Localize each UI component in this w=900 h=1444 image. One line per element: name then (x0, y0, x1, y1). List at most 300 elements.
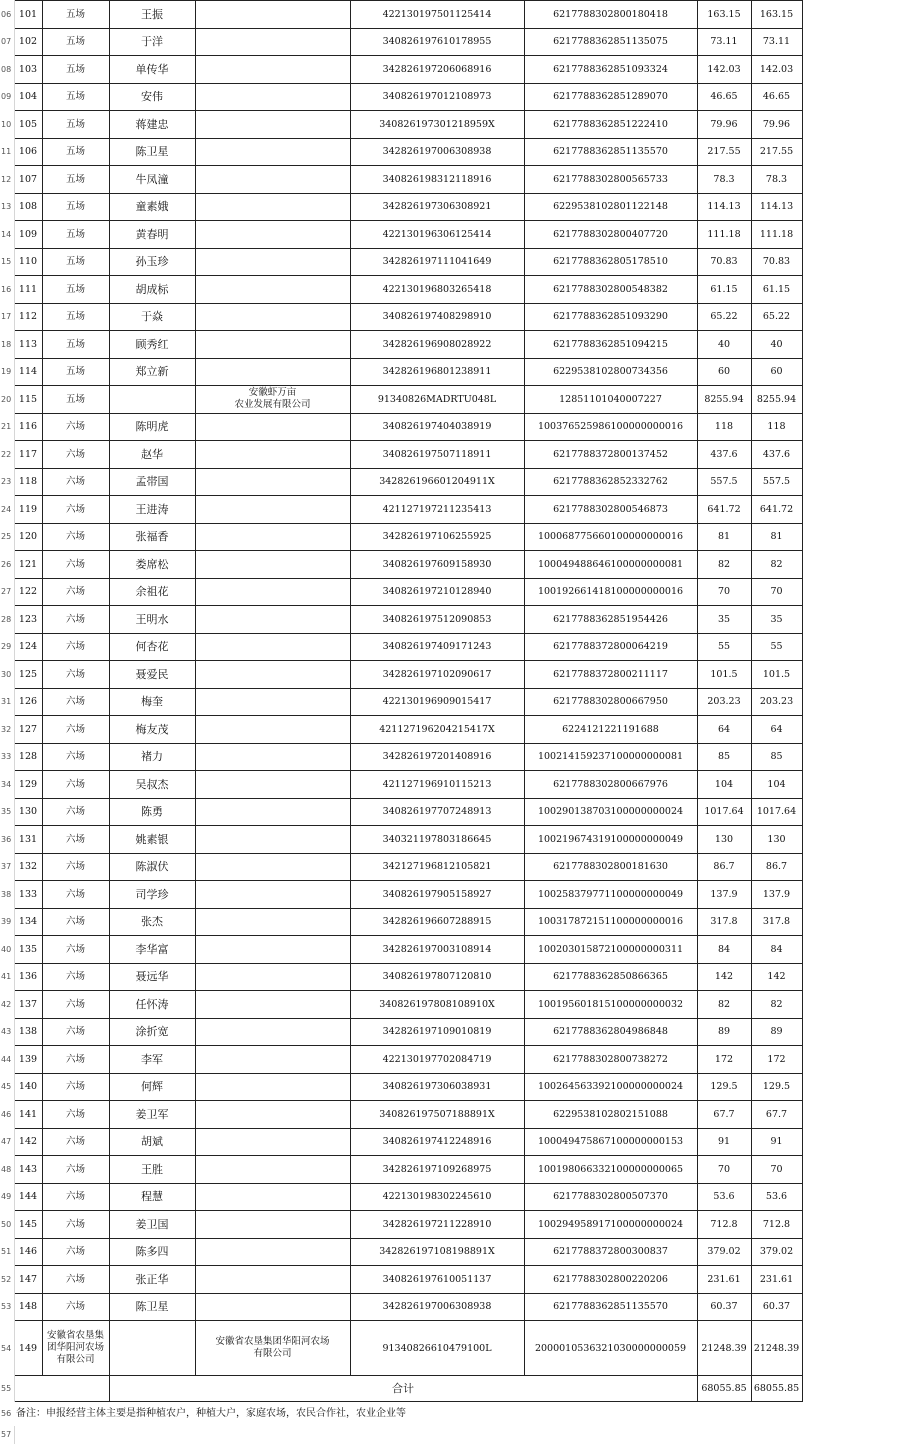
cell-blank[interactable] (802, 496, 900, 524)
cell-index[interactable]: 149 (14, 1321, 42, 1376)
cell-amount-total[interactable]: 437.6 (751, 441, 802, 469)
cell-bank-account[interactable]: 100294958917100000000024 (524, 1211, 697, 1239)
cell-amount[interactable]: 81 (697, 523, 751, 551)
cell-org[interactable]: 安徽省农垦集团华阳河农场 有限公司 (195, 1321, 350, 1376)
cell-id-number[interactable]: 340826197409171243 (350, 633, 524, 661)
cell-id-number[interactable]: 342127196812105821 (350, 853, 524, 881)
cell-name[interactable]: 张福香 (109, 523, 195, 551)
cell-amount-total[interactable]: 60.37 (751, 1293, 802, 1321)
cell-org[interactable] (195, 56, 350, 84)
cell-index[interactable]: 103 (14, 56, 42, 84)
cell-blank[interactable] (802, 908, 900, 936)
cell-name[interactable]: 司学珍 (109, 881, 195, 909)
cell-id-number[interactable]: 342826197108198891X (350, 1238, 524, 1266)
cell-farm[interactable]: 五场 (42, 28, 109, 56)
cell-farm[interactable]: 安徽省农垦集 团华阳河农场 有限公司 (42, 1321, 109, 1376)
cell-amount[interactable]: 118 (697, 413, 751, 441)
cell-amount-total[interactable]: 81 (751, 523, 802, 551)
cell-name[interactable]: 顾秀红 (109, 331, 195, 359)
cell-org[interactable] (195, 908, 350, 936)
cell-org[interactable] (195, 221, 350, 249)
cell-farm[interactable]: 六场 (42, 523, 109, 551)
cell-farm[interactable]: 六场 (42, 1101, 109, 1129)
cell-amount[interactable]: 82 (697, 551, 751, 579)
cell-amount[interactable]: 104 (697, 771, 751, 799)
cell-amount-total[interactable]: 111.18 (751, 221, 802, 249)
cell-farm[interactable]: 六场 (42, 853, 109, 881)
cell-name[interactable]: 张正华 (109, 1266, 195, 1294)
cell-amount[interactable]: 67.7 (697, 1101, 751, 1129)
cell-amount[interactable]: 129.5 (697, 1073, 751, 1101)
cell-bank-account[interactable]: 6217788362852332762 (524, 468, 697, 496)
cell-bank-account[interactable]: 100195601815100000000032 (524, 991, 697, 1019)
cell-bank-account[interactable]: 2000010536321030000000059 (524, 1321, 697, 1376)
cell-id-number[interactable]: 342826197006308938 (350, 138, 524, 166)
cell-name[interactable]: 赵华 (109, 441, 195, 469)
cell-farm[interactable]: 六场 (42, 496, 109, 524)
cell-org[interactable] (195, 936, 350, 964)
cell-farm[interactable]: 六场 (42, 441, 109, 469)
cell-org[interactable] (195, 716, 350, 744)
cell-name[interactable]: 梅奎 (109, 688, 195, 716)
cell-blank[interactable] (802, 606, 900, 634)
cell-org[interactable] (195, 1101, 350, 1129)
cell-blank[interactable] (802, 221, 900, 249)
cell-bank-account[interactable]: 100290138703100000000024 (524, 798, 697, 826)
cell-name[interactable]: 于焱 (109, 303, 195, 331)
cell-blank[interactable] (802, 331, 900, 359)
cell-id-number[interactable]: 422130196909015417 (350, 688, 524, 716)
cell-amount[interactable]: 70.83 (697, 248, 751, 276)
cell-index[interactable]: 139 (14, 1046, 42, 1074)
cell-amount-total[interactable]: 104 (751, 771, 802, 799)
cell-amount-total[interactable]: 21248.39 (751, 1321, 802, 1376)
cell-blank[interactable] (802, 1321, 900, 1376)
cell-amount-total[interactable]: 137.9 (751, 881, 802, 909)
cell-org[interactable] (195, 496, 350, 524)
cell-bank-account[interactable]: 6217788362851954426 (524, 606, 697, 634)
cell-amount-total[interactable]: 8255.94 (751, 386, 802, 414)
cell-amount[interactable]: 8255.94 (697, 386, 751, 414)
cell-blank[interactable] (802, 1183, 900, 1211)
cell-index[interactable]: 101 (14, 1, 42, 29)
cell-index[interactable]: 134 (14, 908, 42, 936)
cell-farm[interactable]: 六场 (42, 633, 109, 661)
cell-id-number[interactable]: 340826197210128940 (350, 578, 524, 606)
cell-blank[interactable] (802, 716, 900, 744)
cell-id-number[interactable]: 340826197301218959X (350, 111, 524, 139)
cell-id-number[interactable]: 421127197211235413 (350, 496, 524, 524)
cell-org[interactable] (195, 1266, 350, 1294)
cell-blank[interactable] (802, 276, 900, 304)
cell-farm[interactable]: 六场 (42, 908, 109, 936)
cell-index[interactable]: 142 (14, 1128, 42, 1156)
cell-name[interactable]: 胡斌 (109, 1128, 195, 1156)
cell-bank-account[interactable]: 6217788302800565733 (524, 166, 697, 194)
cell-id-number[interactable]: 340826197507188891X (350, 1101, 524, 1129)
cell-amount-total[interactable]: 86.7 (751, 853, 802, 881)
cell-bank-account[interactable]: 6217788302800546873 (524, 496, 697, 524)
cell-farm[interactable]: 六场 (42, 1073, 109, 1101)
cell-name[interactable]: 聂爱民 (109, 661, 195, 689)
cell-bank-account[interactable]: 6217788302800667950 (524, 688, 697, 716)
cell-bank-account[interactable]: 6217788362804986848 (524, 1018, 697, 1046)
cell-bank-account[interactable]: 6217788372800300837 (524, 1238, 697, 1266)
cell-index[interactable]: 114 (14, 358, 42, 386)
cell-name[interactable]: 梅友茂 (109, 716, 195, 744)
cell-index[interactable]: 137 (14, 991, 42, 1019)
cell-org[interactable] (195, 413, 350, 441)
cell-bank-account[interactable]: 100192661418100000000016 (524, 578, 697, 606)
cell-blank[interactable] (802, 111, 900, 139)
cell-blank[interactable] (802, 303, 900, 331)
cell-amount-total[interactable]: 84 (751, 936, 802, 964)
cell-farm[interactable]: 六场 (42, 1238, 109, 1266)
cell-blank[interactable] (802, 441, 900, 469)
cell-id-number[interactable]: 340826197905158927 (350, 881, 524, 909)
cell-bank-account[interactable]: 6217788302800180418 (524, 1, 697, 29)
cell-amount[interactable]: 70 (697, 578, 751, 606)
cell-name[interactable] (109, 1321, 195, 1376)
cell-amount[interactable]: 55 (697, 633, 751, 661)
cell-org[interactable] (195, 606, 350, 634)
cell-bank-account[interactable]: 12851101040007227 (524, 386, 697, 414)
cell-farm[interactable]: 五场 (42, 221, 109, 249)
cell-amount[interactable]: 35 (697, 606, 751, 634)
total-amount[interactable]: 68055.85 (697, 1376, 751, 1402)
cell-blank[interactable] (802, 138, 900, 166)
cell-name[interactable]: 吴叔杰 (109, 771, 195, 799)
cell-id-number[interactable]: 340826197609158930 (350, 551, 524, 579)
cell-blank[interactable] (802, 56, 900, 84)
cell-org[interactable] (195, 578, 350, 606)
cell-amount[interactable]: 65.22 (697, 303, 751, 331)
cell-id-number[interactable]: 421127196910115213 (350, 771, 524, 799)
cell-index[interactable]: 128 (14, 743, 42, 771)
cell-id-number[interactable]: 422130196306125414 (350, 221, 524, 249)
cell-org[interactable] (195, 468, 350, 496)
cell-farm[interactable]: 五场 (42, 386, 109, 414)
cell-org[interactable] (195, 111, 350, 139)
cell-blank[interactable] (802, 688, 900, 716)
cell-blank[interactable] (14, 1376, 109, 1402)
cell-index[interactable]: 130 (14, 798, 42, 826)
cell-id-number[interactable]: 342826197211228910 (350, 1211, 524, 1239)
cell-amount[interactable]: 61.15 (697, 276, 751, 304)
cell-blank[interactable] (802, 633, 900, 661)
cell-amount-total[interactable]: 118 (751, 413, 802, 441)
cell-bank-account[interactable]: 100049488646100000000081 (524, 551, 697, 579)
cell-name[interactable]: 蒋建忠 (109, 111, 195, 139)
cell-amount[interactable]: 84 (697, 936, 751, 964)
cell-index[interactable]: 106 (14, 138, 42, 166)
cell-org[interactable] (195, 138, 350, 166)
cell-farm[interactable]: 六场 (42, 798, 109, 826)
cell-index[interactable]: 138 (14, 1018, 42, 1046)
cell-org[interactable] (195, 1238, 350, 1266)
cell-blank[interactable] (802, 523, 900, 551)
cell-bank-account[interactable]: 6217788302800507370 (524, 1183, 697, 1211)
cell-index[interactable]: 125 (14, 661, 42, 689)
cell-blank[interactable] (802, 661, 900, 689)
cell-index[interactable]: 116 (14, 413, 42, 441)
cell-bank-account[interactable]: 100258379771100000000049 (524, 881, 697, 909)
cell-amount-total[interactable]: 641.72 (751, 496, 802, 524)
cell-blank[interactable] (802, 413, 900, 441)
cell-amount-total[interactable]: 712.8 (751, 1211, 802, 1239)
cell-name[interactable]: 陈卫星 (109, 1293, 195, 1321)
cell-bank-account[interactable]: 6217788362851135075 (524, 28, 697, 56)
cell-amount[interactable]: 231.61 (697, 1266, 751, 1294)
cell-org[interactable] (195, 963, 350, 991)
cell-amount[interactable]: 89 (697, 1018, 751, 1046)
cell-blank[interactable] (14, 1426, 900, 1444)
cell-id-number[interactable]: 421127196204215417X (350, 716, 524, 744)
cell-bank-account[interactable]: 100219674319100000000049 (524, 826, 697, 854)
cell-farm[interactable]: 六场 (42, 1046, 109, 1074)
cell-name[interactable]: 安伟 (109, 83, 195, 111)
cell-amount-total[interactable]: 114.13 (751, 193, 802, 221)
cell-name[interactable]: 胡成标 (109, 276, 195, 304)
cell-index[interactable]: 141 (14, 1101, 42, 1129)
cell-blank[interactable] (802, 826, 900, 854)
cell-id-number[interactable]: 342826197003108914 (350, 936, 524, 964)
cell-amount-total[interactable]: 40 (751, 331, 802, 359)
cell-amount-total[interactable]: 142 (751, 963, 802, 991)
cell-org[interactable] (195, 881, 350, 909)
cell-org[interactable] (195, 1073, 350, 1101)
cell-index[interactable]: 143 (14, 1156, 42, 1184)
cell-farm[interactable]: 六场 (42, 826, 109, 854)
cell-amount[interactable]: 82 (697, 991, 751, 1019)
cell-id-number[interactable]: 342826196607288915 (350, 908, 524, 936)
cell-org[interactable] (195, 826, 350, 854)
cell-amount[interactable]: 111.18 (697, 221, 751, 249)
cell-amount[interactable]: 53.6 (697, 1183, 751, 1211)
cell-name[interactable] (109, 386, 195, 414)
cell-bank-account[interactable]: 100068775660100000000016 (524, 523, 697, 551)
cell-name[interactable]: 李华富 (109, 936, 195, 964)
cell-farm[interactable]: 五场 (42, 56, 109, 84)
cell-id-number[interactable]: 342826197106255925 (350, 523, 524, 551)
cell-farm[interactable]: 六场 (42, 1156, 109, 1184)
cell-farm[interactable]: 五场 (42, 303, 109, 331)
cell-blank[interactable] (802, 1073, 900, 1101)
cell-org[interactable] (195, 303, 350, 331)
cell-org[interactable] (195, 661, 350, 689)
cell-id-number[interactable]: 342826197109268975 (350, 1156, 524, 1184)
cell-farm[interactable]: 六场 (42, 1211, 109, 1239)
cell-index[interactable]: 112 (14, 303, 42, 331)
cell-amount[interactable]: 70 (697, 1156, 751, 1184)
cell-index[interactable]: 133 (14, 881, 42, 909)
cell-index[interactable]: 126 (14, 688, 42, 716)
cell-blank[interactable] (802, 771, 900, 799)
cell-amount[interactable]: 1017.64 (697, 798, 751, 826)
cell-amount-total[interactable]: 60 (751, 358, 802, 386)
cell-bank-account[interactable]: 6217788362851135570 (524, 1293, 697, 1321)
cell-amount-total[interactable]: 231.61 (751, 1266, 802, 1294)
total-amount-2[interactable]: 68055.85 (751, 1376, 802, 1402)
cell-amount-total[interactable]: 89 (751, 1018, 802, 1046)
cell-farm[interactable]: 六场 (42, 963, 109, 991)
cell-amount[interactable]: 641.72 (697, 496, 751, 524)
cell-farm[interactable]: 六场 (42, 743, 109, 771)
cell-amount[interactable]: 73.11 (697, 28, 751, 56)
cell-amount-total[interactable]: 70 (751, 1156, 802, 1184)
cell-bank-account[interactable]: 6217788302800181630 (524, 853, 697, 881)
cell-id-number[interactable]: 342826196601204911X (350, 468, 524, 496)
cell-org[interactable] (195, 798, 350, 826)
cell-bank-account[interactable]: 6217788362851094215 (524, 331, 697, 359)
cell-id-number[interactable]: 340826197306038931 (350, 1073, 524, 1101)
cell-blank[interactable] (802, 881, 900, 909)
cell-name[interactable]: 黄春明 (109, 221, 195, 249)
cell-amount-total[interactable]: 129.5 (751, 1073, 802, 1101)
cell-farm[interactable]: 五场 (42, 358, 109, 386)
cell-blank[interactable] (802, 551, 900, 579)
cell-blank[interactable] (802, 743, 900, 771)
cell-index[interactable]: 148 (14, 1293, 42, 1321)
cell-bank-account[interactable]: 6217788362805178510 (524, 248, 697, 276)
cell-amount-total[interactable]: 67.7 (751, 1101, 802, 1129)
cell-farm[interactable]: 五场 (42, 138, 109, 166)
cell-org[interactable] (195, 276, 350, 304)
cell-id-number[interactable]: 340826197807120810 (350, 963, 524, 991)
cell-amount-total[interactable]: 53.6 (751, 1183, 802, 1211)
cell-name[interactable]: 陈卫星 (109, 138, 195, 166)
cell-farm[interactable]: 六场 (42, 606, 109, 634)
cell-amount[interactable]: 142.03 (697, 56, 751, 84)
cell-amount[interactable]: 46.65 (697, 83, 751, 111)
cell-amount[interactable]: 379.02 (697, 1238, 751, 1266)
cell-amount-total[interactable]: 78.3 (751, 166, 802, 194)
cell-index[interactable]: 121 (14, 551, 42, 579)
cell-amount-total[interactable]: 91 (751, 1128, 802, 1156)
cell-amount[interactable]: 64 (697, 716, 751, 744)
cell-amount-total[interactable]: 65.22 (751, 303, 802, 331)
cell-name[interactable]: 何杏花 (109, 633, 195, 661)
cell-amount-total[interactable]: 379.02 (751, 1238, 802, 1266)
cell-name[interactable]: 李军 (109, 1046, 195, 1074)
cell-blank[interactable] (802, 1156, 900, 1184)
cell-id-number[interactable]: 340826197412248916 (350, 1128, 524, 1156)
cell-id-number[interactable]: 342826196908028922 (350, 331, 524, 359)
cell-farm[interactable]: 五场 (42, 276, 109, 304)
cell-name[interactable]: 程慧 (109, 1183, 195, 1211)
cell-amount[interactable]: 60 (697, 358, 751, 386)
cell-amount[interactable]: 85 (697, 743, 751, 771)
cell-blank[interactable] (802, 963, 900, 991)
cell-bank-account[interactable]: 6217788362851135570 (524, 138, 697, 166)
cell-bank-account[interactable]: 100376525986100000000016 (524, 413, 697, 441)
cell-org[interactable] (195, 1293, 350, 1321)
cell-bank-account[interactable]: 6217788302800548382 (524, 276, 697, 304)
cell-org[interactable] (195, 1018, 350, 1046)
cell-bank-account[interactable]: 6217788302800667976 (524, 771, 697, 799)
cell-blank[interactable] (802, 1101, 900, 1129)
cell-index[interactable]: 104 (14, 83, 42, 111)
cell-amount[interactable]: 91 (697, 1128, 751, 1156)
cell-id-number[interactable]: 342826197111041649 (350, 248, 524, 276)
cell-bank-account[interactable]: 100214159237100000000081 (524, 743, 697, 771)
cell-index[interactable]: 147 (14, 1266, 42, 1294)
cell-amount[interactable]: 142 (697, 963, 751, 991)
cell-farm[interactable]: 六场 (42, 1018, 109, 1046)
cell-bank-account[interactable]: 6217788362851289070 (524, 83, 697, 111)
cell-bank-account[interactable]: 100317872151100000000016 (524, 908, 697, 936)
cell-name[interactable]: 娄席松 (109, 551, 195, 579)
cell-index[interactable]: 131 (14, 826, 42, 854)
cell-index[interactable]: 105 (14, 111, 42, 139)
cell-name[interactable]: 姜卫军 (109, 1101, 195, 1129)
cell-farm[interactable]: 六场 (42, 468, 109, 496)
cell-index[interactable]: 109 (14, 221, 42, 249)
cell-index[interactable]: 102 (14, 28, 42, 56)
cell-amount-total[interactable]: 64 (751, 716, 802, 744)
cell-index[interactable]: 108 (14, 193, 42, 221)
cell-id-number[interactable]: 340826197507118911 (350, 441, 524, 469)
cell-name[interactable]: 于洋 (109, 28, 195, 56)
cell-bank-account[interactable]: 100198066332100000000065 (524, 1156, 697, 1184)
cell-farm[interactable]: 六场 (42, 991, 109, 1019)
cell-id-number[interactable]: 342826196801238911 (350, 358, 524, 386)
cell-blank[interactable] (802, 248, 900, 276)
cell-blank[interactable] (802, 578, 900, 606)
cell-id-number[interactable]: 340826197610178955 (350, 28, 524, 56)
cell-amount-total[interactable]: 142.03 (751, 56, 802, 84)
cell-amount[interactable]: 172 (697, 1046, 751, 1074)
cell-amount[interactable]: 114.13 (697, 193, 751, 221)
cell-name[interactable]: 何辉 (109, 1073, 195, 1101)
cell-amount[interactable]: 60.37 (697, 1293, 751, 1321)
cell-farm[interactable]: 五场 (42, 331, 109, 359)
cell-id-number[interactable]: 340826197408298910 (350, 303, 524, 331)
cell-org[interactable] (195, 1156, 350, 1184)
cell-amount-total[interactable]: 85 (751, 743, 802, 771)
cell-blank[interactable] (802, 386, 900, 414)
cell-org[interactable] (195, 28, 350, 56)
cell-index[interactable]: 115 (14, 386, 42, 414)
cell-index[interactable]: 122 (14, 578, 42, 606)
cell-bank-account[interactable]: 100203015872100000000311 (524, 936, 697, 964)
cell-id-number[interactable]: 340826197512090853 (350, 606, 524, 634)
cell-farm[interactable]: 六场 (42, 551, 109, 579)
cell-index[interactable]: 140 (14, 1073, 42, 1101)
cell-blank[interactable] (802, 166, 900, 194)
cell-blank[interactable] (802, 468, 900, 496)
cell-id-number[interactable]: 342826197109010819 (350, 1018, 524, 1046)
cell-id-number[interactable]: 91340826MADRTU048L (350, 386, 524, 414)
cell-amount-total[interactable]: 217.55 (751, 138, 802, 166)
cell-org[interactable] (195, 441, 350, 469)
cell-name[interactable]: 单传华 (109, 56, 195, 84)
cell-amount-total[interactable]: 35 (751, 606, 802, 634)
cell-amount-total[interactable]: 203.23 (751, 688, 802, 716)
cell-farm[interactable]: 六场 (42, 1183, 109, 1211)
cell-org[interactable] (195, 1046, 350, 1074)
cell-bank-account[interactable]: 6229538102801122148 (524, 193, 697, 221)
cell-farm[interactable]: 六场 (42, 1293, 109, 1321)
cell-index[interactable]: 124 (14, 633, 42, 661)
cell-id-number[interactable]: 340826197404038919 (350, 413, 524, 441)
cell-name[interactable]: 陈明虎 (109, 413, 195, 441)
cell-amount-total[interactable]: 55 (751, 633, 802, 661)
cell-name[interactable]: 童素娥 (109, 193, 195, 221)
cell-org[interactable] (195, 1, 350, 29)
cell-blank[interactable] (802, 358, 900, 386)
cell-id-number[interactable]: 340826197808108910X (350, 991, 524, 1019)
